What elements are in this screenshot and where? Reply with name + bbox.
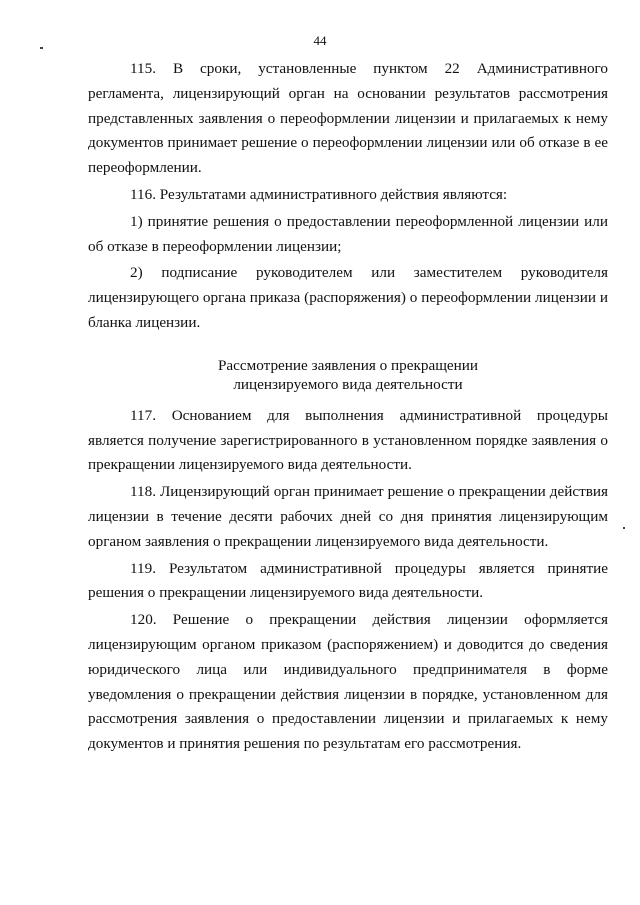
document-body <box>88 57 608 757</box>
paragraph-115: 115. В сроки, установленные пунктом 22 Административного регламента, лицензирующий орган на основании результатов рассмотрения представленных заявления о переоформлении лицензии и прилагаемых к нему документов принимает решение о переоформлении лицензии или об отказе в ее переоформлении. <box>88 60 608 177</box>
paragraph-120: 120. Решение о прекращении действия лицензии оформляется лицензирующим органом приказом (распоряжением) и доводится до сведения юридического лица или индивидуального предпринимателя в форме уведомления о прекращении действия лицензии в порядке, установленном для рассмотрения заявления о предоставлении лицензии и прилагаемых к нему документов и принятия решения по результатам его рассмотрения. <box>88 611 608 753</box>
paragraph-117: 117. Основанием для выполнения административной процедуры является получение зарегистрированного в установленном порядке заявления о прекращении лицензируемого вида деятельности. <box>88 406 608 474</box>
scan-speck <box>623 527 625 529</box>
list-item-1: 1) принятие решения о предоставлении переоформленной лицензии или об отказе в переоформлении лицензии; <box>88 212 608 255</box>
page-number: 44 <box>313 33 327 48</box>
section-heading-line-2: лицензируемого вида деятельности <box>233 375 463 393</box>
scan-speck <box>40 47 43 49</box>
section-heading <box>88 356 608 394</box>
paragraph-118: 118. Лицензирующий орган принимает решение о прекращении действия лицензии в течение десяти рабочих дней со дня принятия лицензирующим органом заявления о прекращении лицензируемого вида деятельности. <box>88 483 608 550</box>
paragraph-119: 119. Результатом административной процедуры является принятие решения о прекращении лицензируемого вида деятельности. <box>88 559 608 602</box>
list-item-2: 2) подписание руководителем или заместителем руководителя лицензирующего органа приказа (распоряжения) о переоформлении лицензии и бланка лицензии. <box>88 264 608 331</box>
paragraph-116: 116. Результатами административного действия являются: <box>130 185 508 203</box>
section-heading-line-1: Рассмотрение заявления о прекращении <box>217 356 479 374</box>
